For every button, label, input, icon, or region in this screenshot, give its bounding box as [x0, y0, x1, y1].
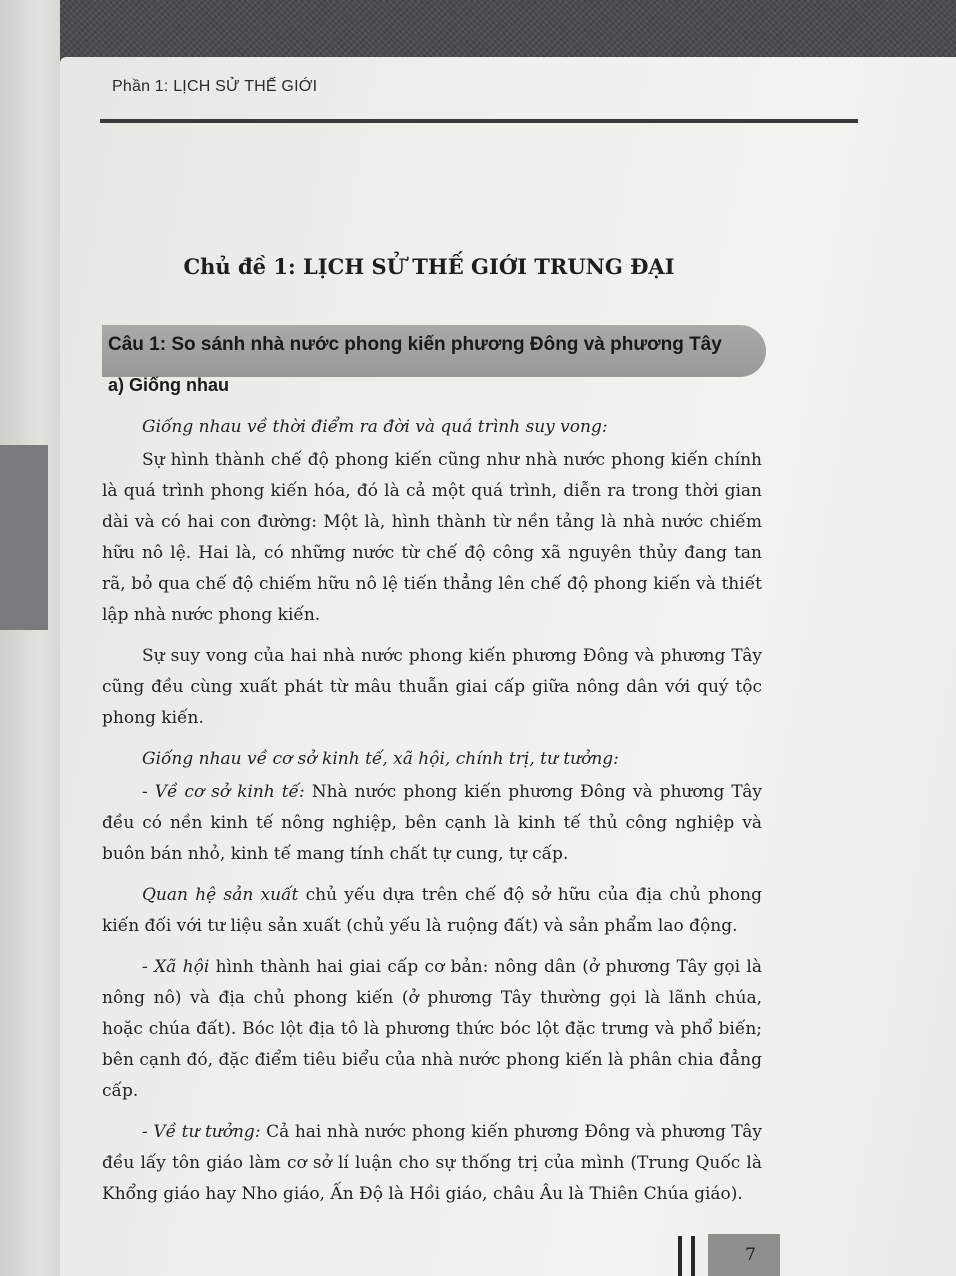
underlying-page-edge — [0, 0, 60, 1276]
paragraph-3: Sự suy vong của hai nhà nước phong kiến phương Đông và phương Tây cũng đều cùng xuất phát từ mâu thuẫn giai cấp giữa nông dân với quý tộc phong kiến. — [102, 646, 762, 728]
section-heading-a: a) Giống nhau — [108, 375, 229, 395]
paragraph-4: Giống nhau về cơ sở kinh tế, xã hội, chính trị, tư tưởng: — [142, 749, 619, 769]
footer-bar — [678, 1236, 682, 1276]
paragraph-8 — [102, 1117, 762, 1210]
paragraph-8-text: Cả hai nhà nước phong kiến phương Đông và phương Tây đều lấy tôn giáo làm cơ sở lí luận cho sự thống trị của mình (Trung Quốc là Khổng giáo hay Nho giáo, Ấn Độ là Hồi giáo, châu Âu là Thiên Chúa giáo). — [102, 1122, 763, 1204]
page-number: 7 — [708, 1234, 780, 1276]
footer-bar — [691, 1236, 695, 1276]
underlying-page-tab — [0, 445, 48, 630]
paragraph-5-lead: - Về cơ sở kinh tế: — [142, 782, 305, 802]
paragraph-5 — [102, 777, 762, 870]
chapter-title: Chủ đề 1: LỊCH SỬ THẾ GIỚI TRUNG ĐẠI — [183, 254, 675, 279]
paragraph-5-text: Nhà nước phong kiến phương Đông và phương Tây đều có nền kinh tế nông nghiệp, bên cạnh là kinh tế thủ công nghiệp và buôn bán nhỏ, kinh tế mang tính chất tự cung, tự cấp. — [102, 782, 762, 864]
paragraph-6-lead: Quan hệ sản xuất — [142, 885, 299, 905]
header-rule — [100, 119, 858, 123]
paragraph-8-lead: - Về tư tưởng: — [142, 1122, 261, 1142]
paragraph-7-lead: - Xã hội — [142, 957, 210, 977]
paragraph-6 — [102, 880, 762, 942]
body-text — [102, 412, 762, 1220]
running-head: Phần 1: LỊCH SỬ THẾ GIỚI — [112, 78, 318, 95]
paragraph-2: Sự hình thành chế độ phong kiến cũng như nhà nước phong kiến chính là quá trình phong kiến hóa, đó là cả một quá trình, diễn ra trong thời gian dài và có hai con đường: Một là, hình thành từ nền tảng là nhà nước chiếm hữu nô lệ. Hai là, có những nước từ chế độ công xã nguyên thủy đang tan rã, bỏ qua chế độ chiếm hữu nô lệ tiến thẳng lên chế độ phong kiến và thiết lập nhà nước phong kiến. — [102, 450, 762, 625]
paragraph-6-text: chủ yếu dựa trên chế độ sở hữu của địa chủ phong kiến đối với tư liệu sản xuất (chủ yếu là ruộng đất) và sản phẩm lao động. — [102, 885, 762, 936]
paragraph-1: Giống nhau về thời điểm ra đời và quá trình suy vong: — [142, 417, 608, 437]
paragraph-7 — [102, 952, 762, 1107]
paragraph-7-text: hình thành hai giai cấp cơ bản: nông dân (ở phương Tây gọi là nông nô) và địa chủ phong kiến (ở phương Tây thường gọi là lãnh chúa, hoặc chúa đất). Bóc lột địa tô là phương thức bóc lột đặc trưng và phổ biến; bên cạnh đó, đặc điểm tiêu biểu của nhà nước phong kiến là phân chia đẳng cấp. — [102, 957, 762, 1101]
question-title: Câu 1: So sánh nhà nước phong kiến phương Đông và phương Tây — [108, 334, 722, 355]
